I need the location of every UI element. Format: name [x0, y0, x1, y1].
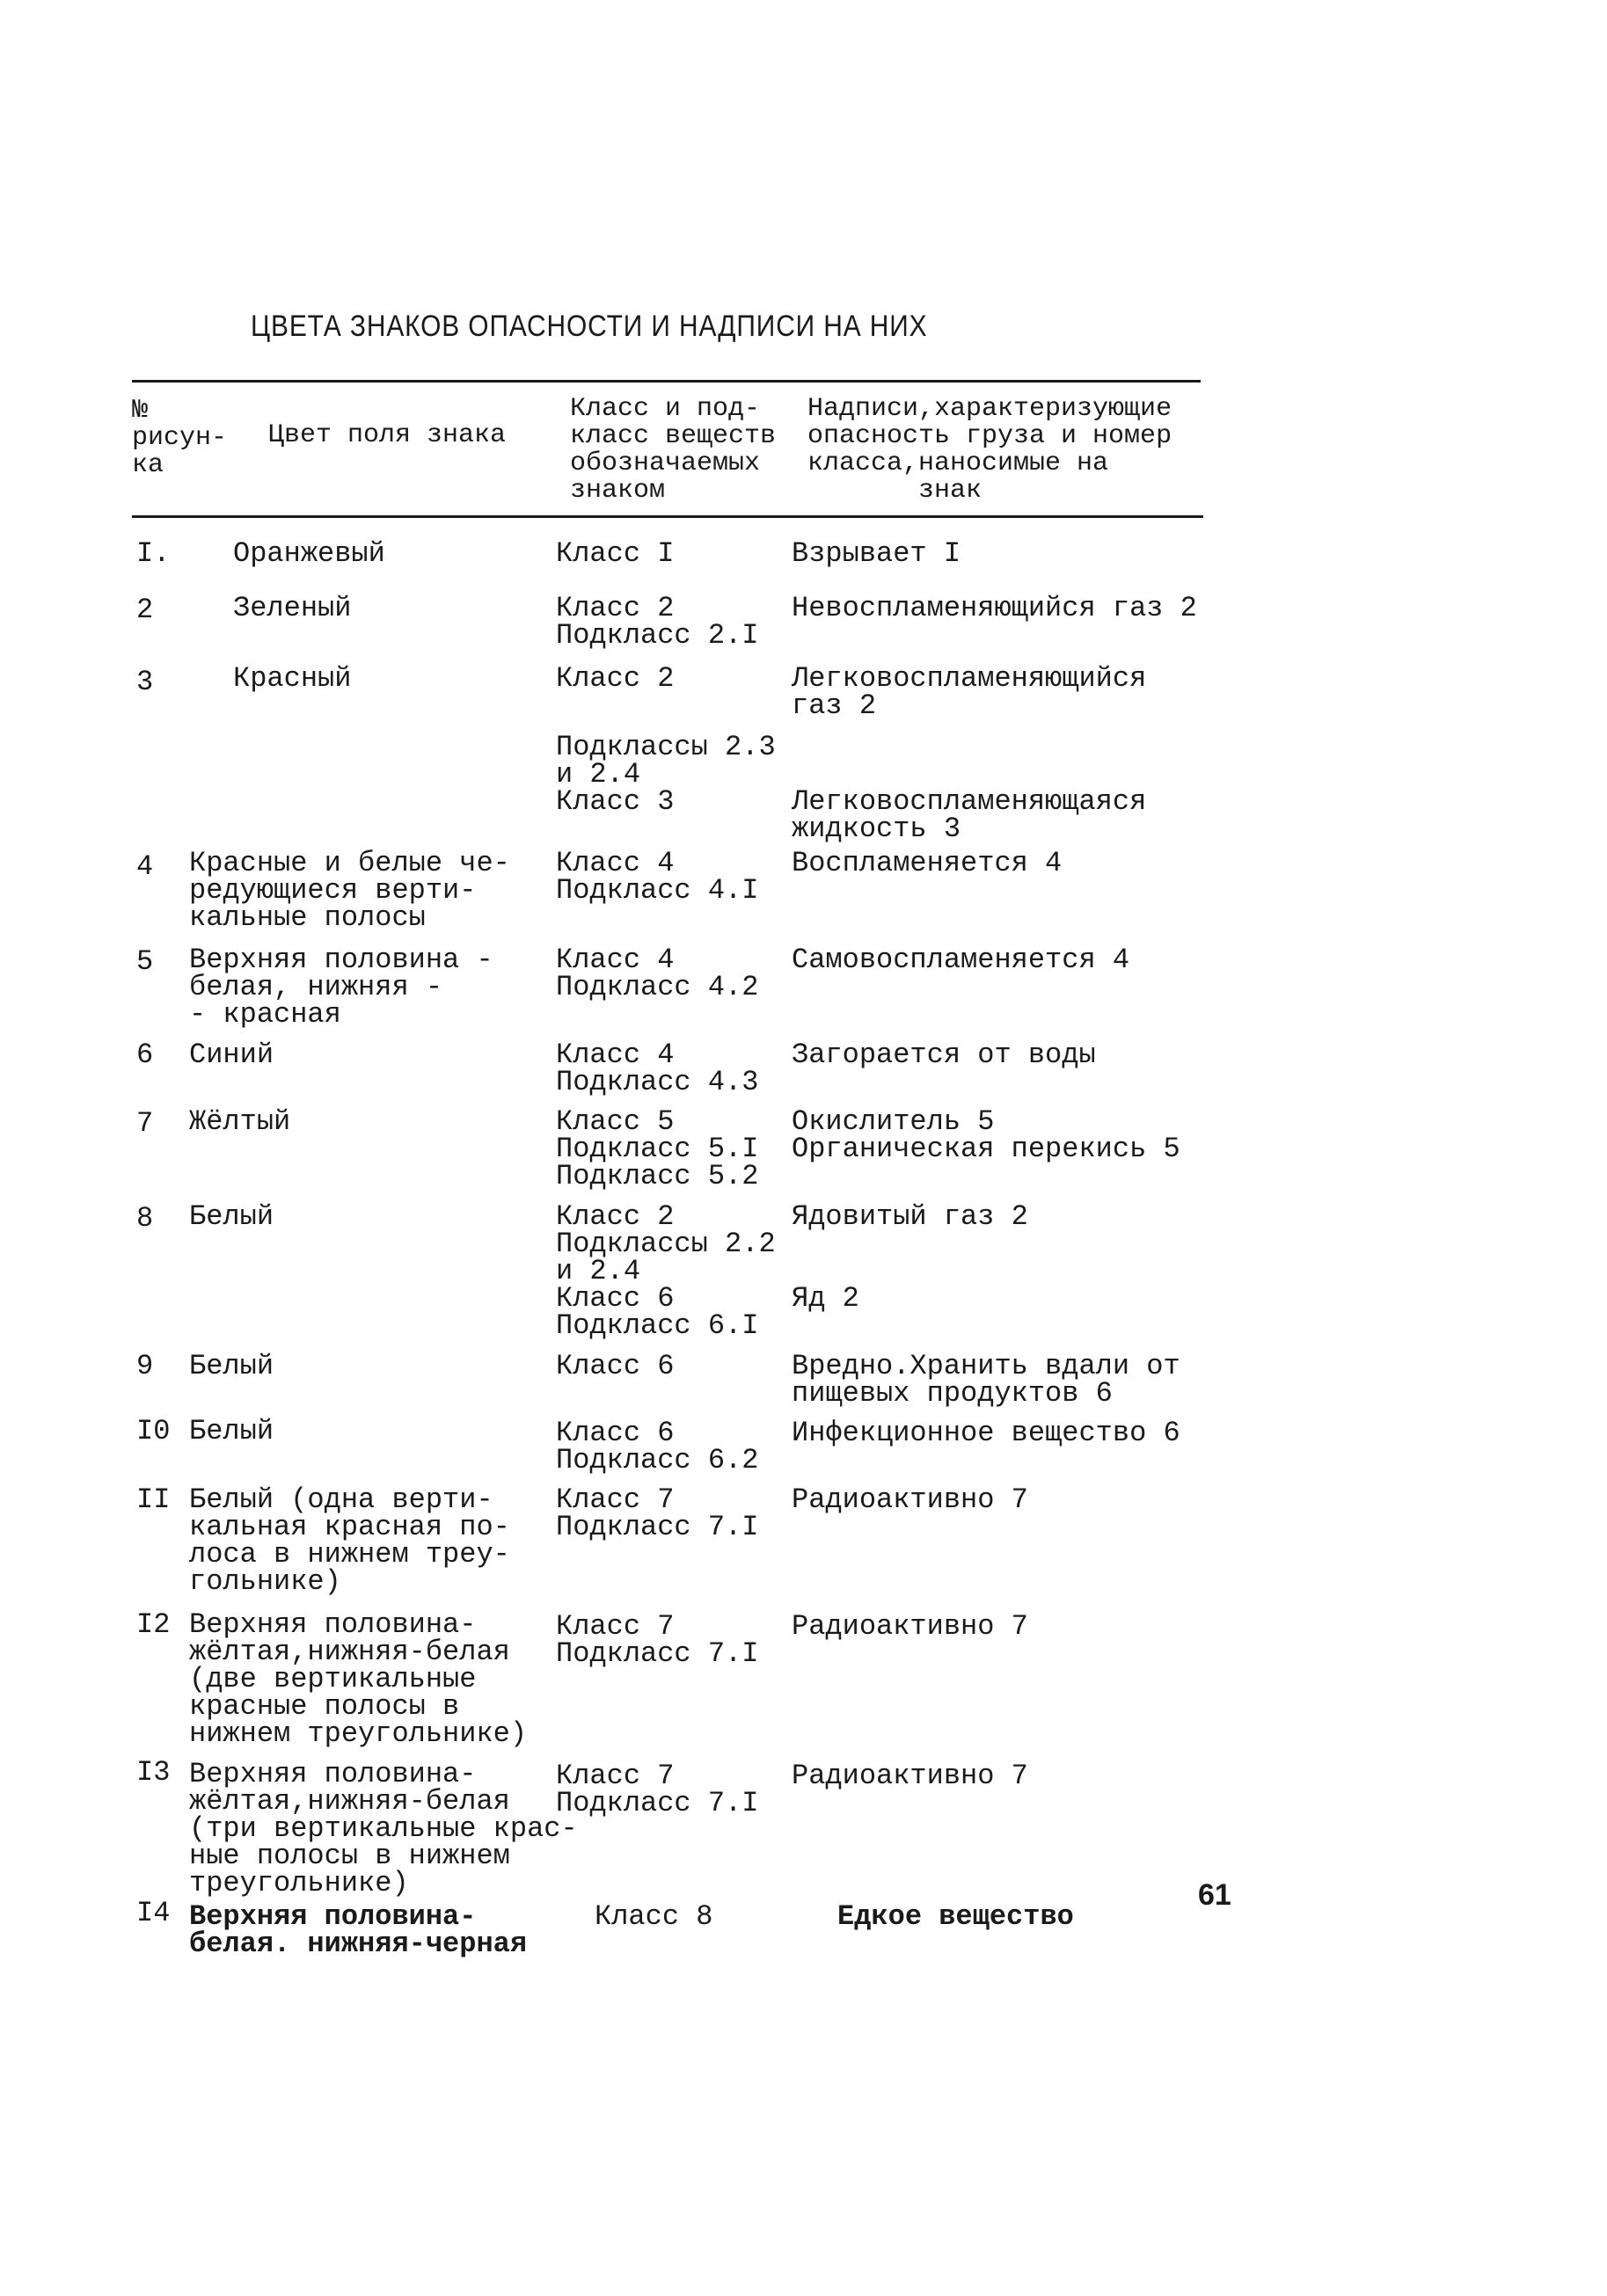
row-number: I. — [136, 537, 171, 570]
row-class: Подклассы 2.3 и 2.4 Класс 3 — [556, 731, 776, 818]
row-class: Класс 2 — [556, 662, 675, 695]
row-label: Самовоспламеняется 4 — [792, 944, 1130, 976]
row-number: II — [136, 1483, 171, 1516]
row-color: Верхняя половина- жёлтая,нижняя-белая (три вертикальные крас- ные полосы в нижнем треугольнике) — [189, 1758, 578, 1899]
row-number: 5 — [136, 945, 154, 978]
row-label: Окислитель 5 Органическая перекись 5 — [792, 1105, 1180, 1165]
row-label: Вредно.Хранить вдали от пищевых продуктов 6 — [792, 1350, 1180, 1410]
row-number: I3 — [136, 1756, 171, 1789]
row-class: Класс 2 Подклассы 2.2 и 2.4 Класс 6 Подкласс 6.I — [556, 1200, 776, 1342]
header-class: Класс и под- класс веществ обозначаемых знаком — [570, 394, 777, 506]
row-class: Класс 4 Подкласс 4.I — [556, 847, 759, 907]
page-title: ЦВЕТА ЗНАКОВ ОПАСНОСТИ И НАДПИСИ НА НИХ — [251, 310, 928, 343]
row-color: Синий — [189, 1039, 274, 1071]
row-color: Белый — [189, 1415, 274, 1447]
table-top-rule — [132, 380, 1201, 383]
row-label: Ядовитый газ 2 Яд 2 — [792, 1200, 1028, 1315]
header-label: Надписи,характеризующие опасность груза и номер класса,наносимые на знак — [807, 394, 1172, 506]
row-class: Класс 2 Подкласс 2.I — [556, 592, 759, 652]
row-label: Загорается от воды — [792, 1039, 1096, 1071]
row-color: Красные и белые че- редующиеся верти- кальные полосы — [189, 847, 510, 934]
row-label: Радиоактивно 7 — [792, 1483, 1028, 1516]
row-color: Верхняя половина- белая. нижняя-черная — [189, 1900, 528, 1960]
row-color: Красный — [233, 662, 352, 695]
row-class: Класс 7 Подкласс 7.I — [556, 1760, 759, 1819]
row-number: I4 — [136, 1897, 171, 1929]
row-number: 2 — [136, 594, 154, 626]
row-number: I0 — [136, 1415, 171, 1447]
row-color: Верхняя половина- жёлтая,нижняя-белая (две вертикальные красные полосы в нижнем треугольнике) — [189, 1608, 528, 1750]
row-color: Верхняя половина - белая, нижняя - - красная — [189, 944, 493, 1031]
row-class: Класс 4 Подкласс 4.3 — [556, 1039, 759, 1098]
row-label: Невоспламеняющийся газ 2 — [792, 592, 1197, 624]
row-label: Радиоактивно 7 — [792, 1760, 1028, 1792]
row-color: Белый (одна верти- кальная красная по- лоса в нижнем треу- гольнике) — [189, 1483, 510, 1598]
page-number: 61 — [1198, 1878, 1231, 1912]
header-number: № рисун- ка — [132, 396, 228, 480]
row-color: Зеленый — [233, 592, 352, 624]
row-label: Инфекционное вещество 6 — [792, 1417, 1180, 1449]
row-number: I2 — [136, 1608, 171, 1641]
row-number: 3 — [136, 666, 154, 698]
row-class: Класс 4 Подкласс 4.2 — [556, 944, 759, 1003]
row-number: 4 — [136, 850, 154, 883]
row-label: Легковоспламеняющийся газ 2 — [792, 662, 1147, 722]
row-label: Легковоспламеняющаяся жидкость 3 — [792, 785, 1147, 845]
row-number: 9 — [136, 1350, 154, 1382]
row-color: Оранжевый — [233, 537, 385, 570]
row-class: Класс 8 — [595, 1900, 713, 1933]
row-label: Радиоактивно 7 — [792, 1610, 1028, 1643]
row-class: Класс 6 Подкласс 6.2 — [556, 1417, 759, 1476]
row-label: Взрывает I — [792, 537, 961, 570]
row-color: Жёлтый — [189, 1105, 291, 1138]
row-class: Класс 7 Подкласс 7.I — [556, 1610, 759, 1670]
row-color: Белый — [189, 1350, 274, 1382]
row-class: Класс I — [556, 537, 675, 570]
row-number: 6 — [136, 1039, 154, 1071]
row-class: Класс 6 — [556, 1350, 675, 1382]
row-number: 7 — [136, 1107, 154, 1140]
header-color: Цвет поля знака — [268, 420, 507, 450]
row-label: Едкое вещество — [837, 1900, 1074, 1933]
row-number: 8 — [136, 1202, 154, 1235]
row-label: Воспламеняется 4 — [792, 847, 1063, 879]
row-class: Класс 5 Подкласс 5.I Подкласс 5.2 — [556, 1105, 759, 1192]
row-color: Белый — [189, 1200, 274, 1233]
row-class: Класс 7 Подкласс 7.I — [556, 1483, 759, 1543]
table-header-rule — [132, 515, 1203, 518]
